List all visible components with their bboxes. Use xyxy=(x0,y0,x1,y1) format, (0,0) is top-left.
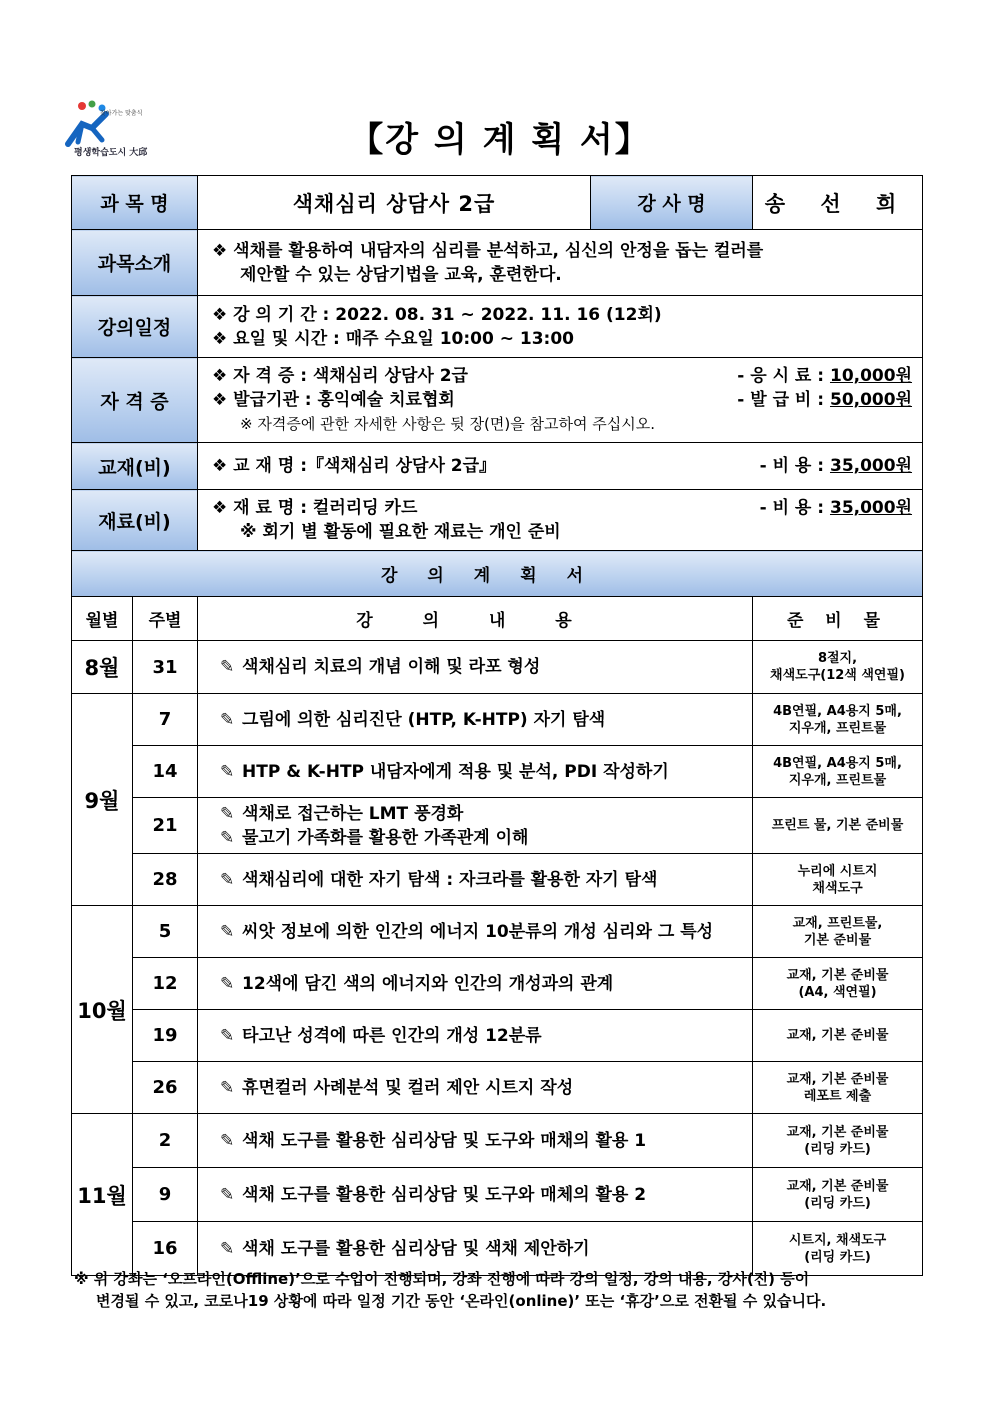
lecture-content-text: 물고기 가족화를 활용한 가족관계 이해 xyxy=(242,827,529,848)
materials-line: (리딩 카드) xyxy=(804,1249,871,1265)
materials-cell xyxy=(753,641,923,694)
week-cell: 26 xyxy=(133,1062,198,1114)
materials-line: (리딩 카드) xyxy=(804,1141,871,1157)
cert-line-2: ❖ 발급기관 : 홍익예술 치료협회 xyxy=(212,390,455,410)
schedule-line-1: ❖ 강 의 기 간 : 2022. 08. 31 ~ 2022. 11. 16 (12회) xyxy=(212,304,662,325)
col-week-header: 주별 xyxy=(133,597,198,641)
materials-cell xyxy=(753,1010,923,1062)
week-cell: 14 xyxy=(133,746,198,798)
week-cell: 7 xyxy=(133,694,198,746)
pencil-icon: ✎ xyxy=(220,1025,235,1046)
materials-line: 기본 준비물 xyxy=(803,932,872,948)
footer-note xyxy=(74,1268,944,1312)
materials-cell xyxy=(753,906,923,958)
pencil-icon: ✎ xyxy=(220,869,235,890)
materials-line: 채색도구(12색 색연필) xyxy=(770,668,905,683)
lecture-content-text: 씨앗 정보에 의한 인간의 에너지 10분류의 개성 심리와 그 특성 xyxy=(242,921,714,942)
pencil-icon: ✎ xyxy=(220,803,235,824)
table-row xyxy=(72,1168,923,1222)
col-month-header: 월별 xyxy=(72,597,133,641)
lecture-content-cell xyxy=(198,906,753,958)
materials-cell xyxy=(753,958,923,1010)
footer-line-1: ※ 위 강좌는 ‘오프라인(Offline)’으로 수업이 진행되며, 강좌 진행에 따라 강의 일정, 강의 내용, 강사(진) 등이 xyxy=(74,1270,810,1288)
lecture-content-cell xyxy=(198,798,753,854)
materials-cell xyxy=(753,854,923,906)
week-cell: 21 xyxy=(133,798,198,854)
materials-line: (A4, 색연필) xyxy=(798,984,877,1000)
materials-cell xyxy=(753,798,923,854)
table-row xyxy=(72,958,923,1010)
month-cell: 11월 xyxy=(72,1114,133,1276)
materials-cell xyxy=(753,1062,923,1114)
schedule-label: 강의일정 xyxy=(72,296,198,358)
pencil-icon: ✎ xyxy=(220,1077,235,1098)
pencil-icon: ✎ xyxy=(220,657,235,677)
lecture-content-cell xyxy=(198,641,753,694)
table-row xyxy=(72,798,923,854)
materials-line: (리딩 카드) xyxy=(804,1195,871,1211)
textbook-fee-value: 35,000원 xyxy=(829,456,913,476)
instructor-label: 강 사 명 xyxy=(591,176,753,230)
materials-line: 시트지, 채색도구 xyxy=(788,1232,887,1248)
textbook-fee-label: - 비 용 : xyxy=(759,456,830,476)
col-prep-header: 준 비 물 xyxy=(753,597,923,641)
lecture-content-text: 색채로 접근하는 LMT 풍경화 xyxy=(242,803,464,824)
materials-line: 채색도구 xyxy=(812,880,863,896)
logo-name: 평생학습도시 大邱 xyxy=(74,148,148,158)
course-plan-table xyxy=(71,175,923,1276)
material-cell xyxy=(198,490,923,551)
lecture-content-cell xyxy=(198,958,753,1010)
lecture-content-text: 색채심리에 대한 자기 탐색 : 자크라를 활용한 자기 탐색 xyxy=(242,869,658,890)
month-cell: 8월 xyxy=(72,641,133,694)
lecture-content-text: 휴면컬러 사례분석 및 컬러 제안 시트지 작성 xyxy=(242,1077,574,1098)
lecture-content-text: 색채 도구를 활용한 심리상담 및 색채 제안하기 xyxy=(242,1238,590,1259)
schedule-cell xyxy=(198,296,923,358)
month-cell: 10월 xyxy=(72,906,133,1114)
intro-line-1: ❖ 색채를 활용하여 내담자의 심리를 분석하고, 심신의 안정을 돕는 컬러를 xyxy=(212,240,764,261)
materials-line: 교재, 기본 준비물 xyxy=(786,967,889,983)
materials-line: 누리에 시트지 xyxy=(797,863,878,879)
instructor-value: 송 선 희 xyxy=(753,176,923,230)
materials-line: 교재, 기본 준비물 xyxy=(786,1178,889,1194)
lecture-content-text: 타고난 성격에 따른 인간의 개성 12분류 xyxy=(242,1025,542,1046)
materials-line: 지우개, 프린트물 xyxy=(788,772,887,788)
materials-cell xyxy=(753,694,923,746)
materials-line: 교재, 프린트물, xyxy=(792,915,883,931)
lecture-content-cell xyxy=(198,746,753,798)
week-cell: 16 xyxy=(133,1222,198,1276)
lecture-content-cell xyxy=(198,1062,753,1114)
lecture-content-cell xyxy=(198,1114,753,1168)
course-label: 과 목 명 xyxy=(72,176,198,230)
pencil-icon: ✎ xyxy=(220,761,235,782)
week-cell: 19 xyxy=(133,1010,198,1062)
lecture-content-cell xyxy=(198,1168,753,1222)
issue-fee-value: 50,000원 xyxy=(829,390,913,410)
lecture-content-text: 그림에 의한 심리진단 (HTP, K-HTP) 자기 탐색 xyxy=(242,709,606,730)
material-fee-value: 35,000원 xyxy=(829,498,913,518)
week-cell: 2 xyxy=(133,1114,198,1168)
materials-line: 4B연필, A4용지 5매, xyxy=(773,755,902,771)
materials-line: 8절지, xyxy=(817,651,858,666)
materials-cell xyxy=(753,1168,923,1222)
lecture-content-cell xyxy=(198,694,753,746)
table-row xyxy=(72,694,923,746)
plan-body xyxy=(72,641,923,1276)
lecture-content-text: 색채 도구를 활용한 심리상담 및 도구와 매체의 활용 2 xyxy=(242,1184,647,1205)
cert-label: 자 격 증 xyxy=(72,358,198,443)
materials-line: 4B연필, A4용지 5매, xyxy=(773,703,902,719)
pencil-icon: ✎ xyxy=(220,1184,235,1205)
week-cell: 12 xyxy=(133,958,198,1010)
table-row xyxy=(72,1010,923,1062)
table-row xyxy=(72,1062,923,1114)
pencil-icon: ✎ xyxy=(220,1130,235,1151)
lecture-content-text: 색채심리 치료의 개념 이해 및 라포 형성 xyxy=(242,657,541,677)
footer-line-2: 변경될 수 있고, 코로나19 상황에 따라 일정 기간 동안 ‘온라인(online)’ 또는 ‘휴강’으로 전환될 수 있습니다. xyxy=(96,1292,827,1310)
week-cell: 31 xyxy=(133,641,198,694)
materials-line: 교재, 기본 준비물 xyxy=(786,1124,889,1140)
exam-fee-label: - 응 시 료 : xyxy=(737,366,830,386)
table-row xyxy=(72,854,923,906)
material-note: ※ 회기 별 활동에 필요한 재료는 개인 준비 xyxy=(240,522,561,542)
pencil-icon: ✎ xyxy=(220,709,235,730)
lecture-content-text: 12색에 담긴 색의 에너지와 인간의 개성과의 관계 xyxy=(242,973,614,994)
schedule-line-2: ❖ 요일 및 시간 : 매주 수요일 10:00 ~ 13:00 xyxy=(212,328,575,349)
table-row xyxy=(72,906,923,958)
intro-cell xyxy=(198,230,923,296)
course-value: 색채심리 상담사 2급 xyxy=(198,176,591,230)
material-label: 재료(비) xyxy=(72,490,198,551)
textbook-cell xyxy=(198,443,923,490)
pencil-icon: ✎ xyxy=(220,827,235,848)
materials-cell xyxy=(753,746,923,798)
week-cell: 5 xyxy=(133,906,198,958)
materials-line: 프린트 물, 기본 준비물 xyxy=(771,818,904,833)
material-name: ❖ 재 료 명 : 컬러리딩 카드 xyxy=(212,498,418,518)
table-row xyxy=(72,641,923,694)
lecture-content-text: HTP & K-HTP 내담자에게 적용 및 분석, PDI 작성하기 xyxy=(242,761,669,782)
materials-line: 지우개, 프린트물 xyxy=(788,720,887,736)
materials-cell xyxy=(753,1114,923,1168)
cert-line-1: ❖ 자 격 증 : 색채심리 상담사 2급 xyxy=(212,366,468,386)
table-row xyxy=(72,746,923,798)
cert-note: ※ 자격증에 관한 자세한 사항은 뒷 장(면)을 참고하여 주십시오. xyxy=(240,415,655,433)
textbook-name: ❖ 교 재 명 :『색채심리 상담사 2급』 xyxy=(212,456,497,476)
materials-line: 교재, 기본 준비물 xyxy=(786,1071,889,1087)
material-fee-label: - 비 용 : xyxy=(759,498,830,518)
pencil-icon: ✎ xyxy=(220,1238,235,1259)
materials-line: 레포트 제출 xyxy=(803,1088,872,1104)
month-cell: 9월 xyxy=(72,694,133,906)
exam-fee-value: 10,000원 xyxy=(829,366,913,386)
page-title: 【강 의 계 획 서】 xyxy=(349,120,651,160)
lecture-content-cell xyxy=(198,854,753,906)
cert-cell xyxy=(198,358,923,443)
week-cell: 9 xyxy=(133,1168,198,1222)
issue-fee-label: - 발 급 비 : xyxy=(737,390,830,410)
intro-label: 과목소개 xyxy=(72,230,198,296)
lecture-content-cell xyxy=(198,1010,753,1062)
materials-line: 교재, 기본 준비물 xyxy=(786,1028,889,1043)
intro-line-2: 제안할 수 있는 상담기법을 교육, 훈련한다. xyxy=(240,264,562,285)
table-row xyxy=(72,1114,923,1168)
pencil-icon: ✎ xyxy=(220,973,235,994)
lecture-content-text: 색채 도구를 활용한 심리상담 및 도구와 매채의 활용 1 xyxy=(242,1130,647,1151)
pencil-icon: ✎ xyxy=(220,921,235,942)
logo-tagline: 찾아가는 맞춤식 xyxy=(100,110,143,117)
week-cell: 28 xyxy=(133,854,198,906)
textbook-label: 교재(비) xyxy=(72,443,198,490)
col-content-header: 강 의 내 용 xyxy=(198,597,753,641)
plan-section-title: 강의계획서 xyxy=(72,551,923,597)
